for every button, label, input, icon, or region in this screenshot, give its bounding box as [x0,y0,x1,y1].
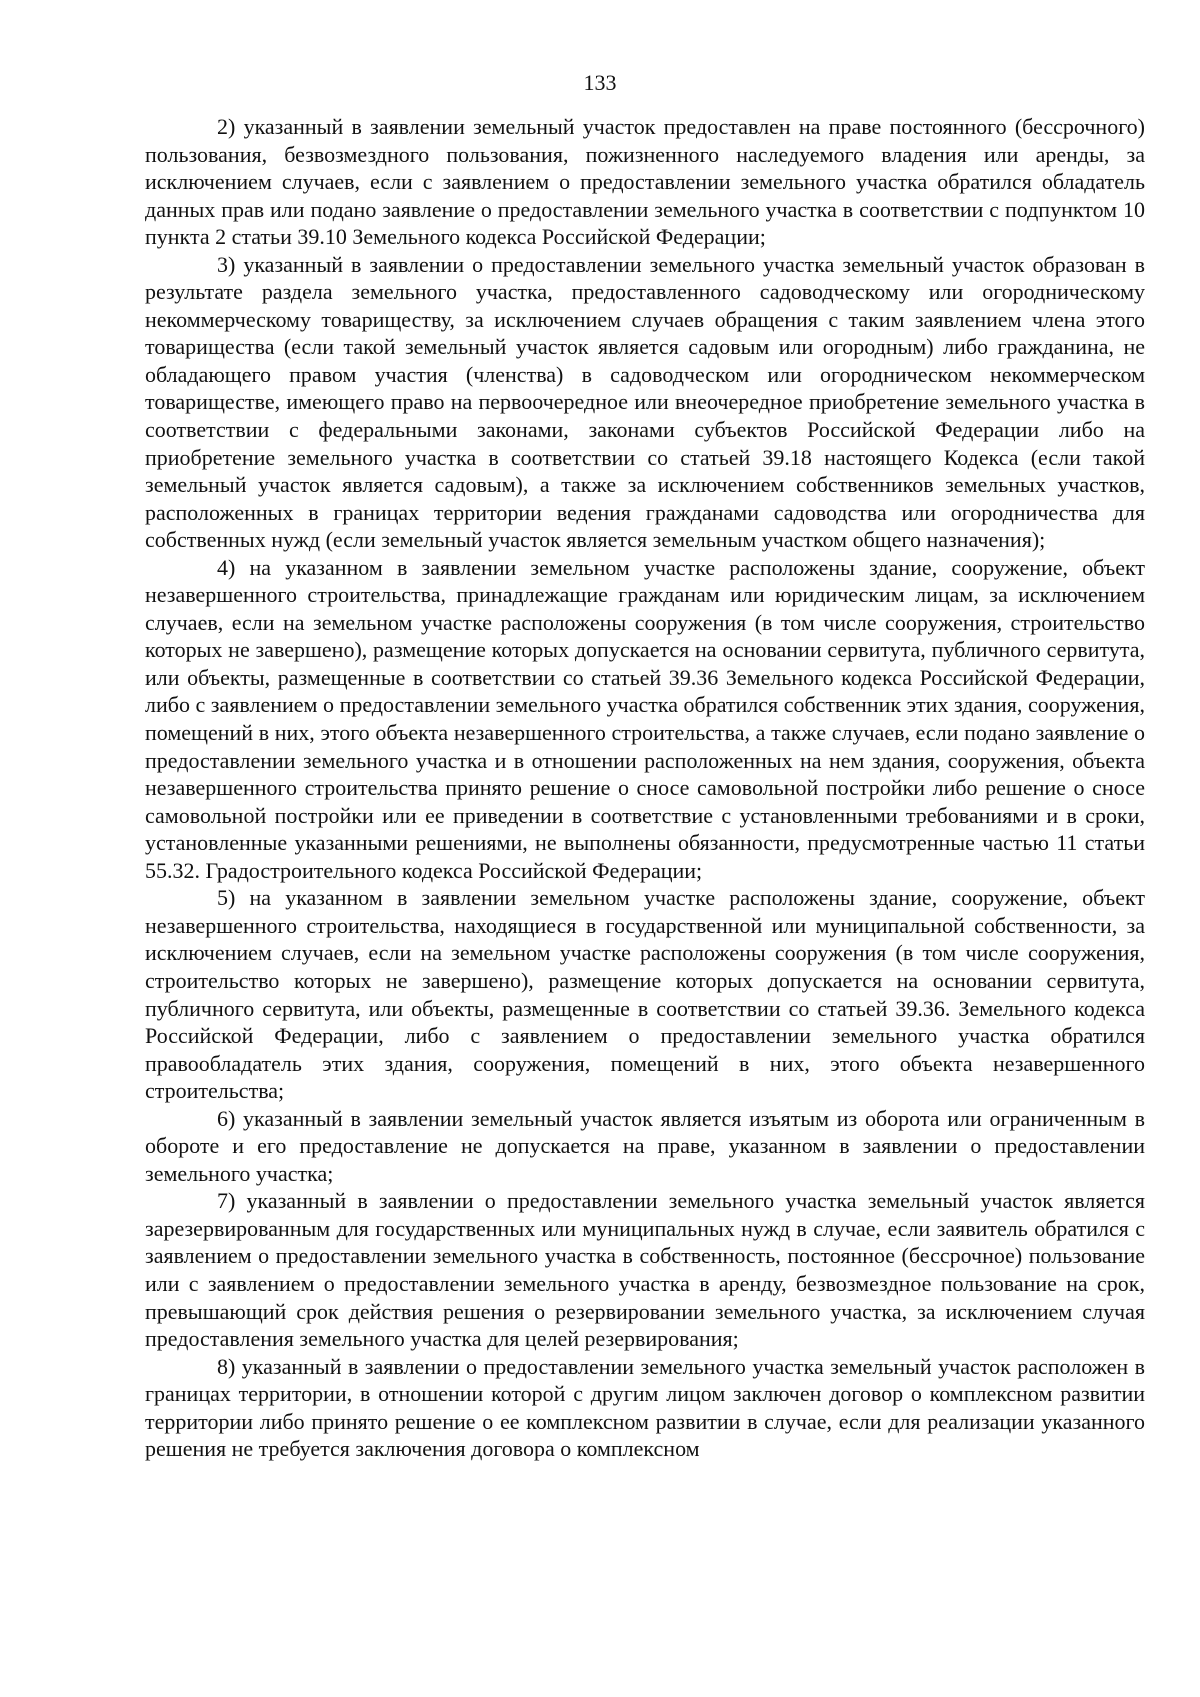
paragraph-item-7: 7) указанный в заявлении о предоставлении земельного участка земельный участок является зарезервированным для государственных или муниципальных нужд в случае, если заявитель обратился с заявлением о предоставлении земельного участка в собственность, постоянное (бессрочное) пользование или с заявлением о предоставлении земельного участка в аренду, безвозмездное пользование на срок, превышающий срок действия решения о резервировании земельного участка, за исключением случая предоставления земельного участка для целей резервирования; [145,1188,1145,1352]
paragraph-item-4: 4) на указанном в заявлении земельном участке расположены здание, сооружение, объект незавершенного строительства, принадлежащие гражданам или юридическим лицам, за исключением случаев, если на земельном участке расположены сооружения (в том числе сооружения, строительство которых не завершено), размещение которых допускается на основании сервитута, публичного сервитута, или объекты, размещенные в соответствии со статьей 39.36 Земельного кодекса Российской Федерации, либо с заявлением о предоставлении земельного участка обратился собственник этих здания, сооружения, помещений в них, этого объекта незавершенного строительства, а также случаев, если подано заявление о предоставлении земельного участка и в отношении расположенных на нем здания, сооружения, объекта незавершенного строительства принято решение о сносе самовольной постройки либо решение о сносе самовольной постройки или ее приведении в соответствие с установленными требованиями и в сроки, установленные указанными решениями, не выполнены обязанности, предусмотренные частью 11 статьи 55.32. Градостроительного кодекса Российской Федерации; [145,554,1145,883]
paragraph-item-5: 5) на указанном в заявлении земельном участке расположены здание, сооружение, объект незавершенного строительства, находящиеся в государственной или муниципальной собственности, за исключением случаев, если на земельном участке расположены сооружения (в том числе сооружения, строительство которых не завершено), размещение которых допускается на основании сервитута, публичного сервитута, или объекты, размещенные в соответствии со статьей 39.36. Земельного кодекса Российской Федерации, либо с заявлением о предоставлении земельного участка обратился правообладатель этих здания, сооружения, помещений в них, этого объекта незавершенного строительства; [145,885,1145,1104]
document-body [145,113,1145,1463]
paragraph-item-2: 2) указанный в заявлении земельный участок предоставлен на праве постоянного (бессрочного) пользования, безвозмездного пользования, пожизненного наследуемого владения или аренды, за исключением случаев, если с заявлением о предоставлении земельного участка обратился обладатель данных прав или подано заявление о предоставлении земельного участка в соответствии с подпунктом 10 пункта 2 статьи 39.10 Земельного кодекса Российской Федерации; [145,114,1145,250]
paragraph-item-8: 8) указанный в заявлении о предоставлении земельного участка земельный участок расположен в границах территории, в отношении которой с другим лицом заключен договор о комплексном развитии территории либо принято решение о ее комплексном развитии в случае, если для реализации указанного решения не требуется заключения договора о комплексном [145,1353,1145,1462]
paragraph-item-6: 6) указанный в заявлении земельный участок является изъятым из оборота или ограниченным в обороте и его предоставление не допускается на праве, указанном в заявлении о предоставлении земельного участка; [145,1105,1145,1186]
paragraph-item-3: 3) указанный в заявлении о предоставлении земельного участка земельный участок образован в результате раздела земельного участка, предоставленного садоводческому или огородническому некоммерческому товариществу, за исключением случаев обращения с таким заявлением члена этого товарищества (если такой земельный участок является садовым или огородным) либо гражданина, не обладающего правом участия (членства) в садоводческом или огородническом некоммерческом товариществе, имеющего право на первоочередное или внеочередное приобретение земельного участка в соответствии с федеральными законами, законами субъектов Российской Федерации либо на приобретение земельного участка в соответствии со статьей 39.18 настоящего Кодекса (если такой земельный участок является садовым), а также за исключением собственников земельных участков, расположенных в границах территории ведения гражданами садоводства или огородничества для собственных нужд (если земельный участок является земельным участком общего назначения); [145,251,1145,553]
page-number: 133 [583,70,617,95]
